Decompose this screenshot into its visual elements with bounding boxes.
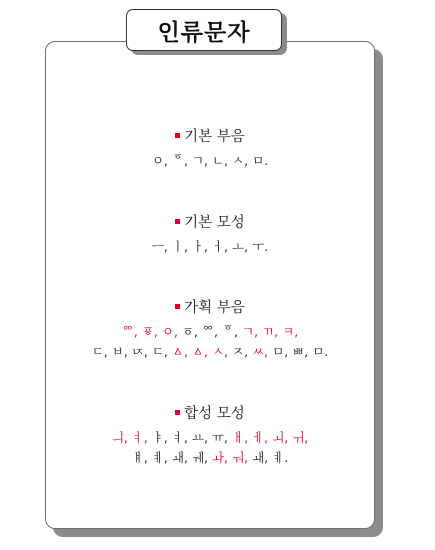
char-item: ㅜ. xyxy=(252,239,269,254)
char-item: ㅐ, xyxy=(232,430,249,445)
title-box xyxy=(126,9,282,51)
char-line xyxy=(45,322,375,342)
char-item: ㄱ, xyxy=(191,153,208,168)
char-item: ᅙ, xyxy=(222,324,239,339)
section-header xyxy=(45,402,375,423)
section-heading: 기본 부음 xyxy=(184,129,245,145)
section-header xyxy=(45,125,375,146)
char-item: ㄴ, xyxy=(211,153,229,168)
char-item: ㅣ, xyxy=(171,239,188,254)
char-item: ㅋ, xyxy=(282,324,299,339)
char-item: ㅅ, xyxy=(232,153,249,168)
char-item: ᅇ, xyxy=(201,324,219,339)
char-item: ㅆ, xyxy=(252,344,269,359)
section-heading: 가획 부음 xyxy=(184,300,245,316)
char-item: ㆄ, xyxy=(141,324,158,339)
char-item: ㅡ, xyxy=(151,239,168,254)
section-added-stroke-consonants xyxy=(45,296,375,362)
bullet-icon xyxy=(175,304,180,309)
char-item: ㅗ, xyxy=(232,239,249,254)
char-item: ㄱ, xyxy=(242,324,259,339)
char-item: ㅕ, xyxy=(131,430,148,445)
char-item: ㅁ. xyxy=(252,153,269,168)
section-basic-vowels xyxy=(45,211,375,257)
section-basic-consonants xyxy=(45,125,375,171)
char-item: ㄷ, xyxy=(91,344,108,359)
page-title: 인류문자 xyxy=(157,19,251,46)
char-item: ㅙ, xyxy=(171,450,188,465)
char-item: ㅕ, xyxy=(171,430,188,445)
char-item: ㅛ, xyxy=(191,430,208,445)
char-item: ㅞ, xyxy=(191,450,208,465)
char-item: ㅘ, xyxy=(211,450,229,465)
char-item: ㅇ, xyxy=(161,324,178,339)
char-item: ㅠ, xyxy=(211,430,229,445)
section-heading: 기본 모성 xyxy=(184,215,245,231)
char-item: ㅁ, xyxy=(272,344,289,359)
char-line xyxy=(45,237,375,257)
char-line xyxy=(45,151,375,171)
bullet-icon xyxy=(175,410,180,415)
section-header xyxy=(45,211,375,232)
section-heading: 합성 모성 xyxy=(184,406,245,422)
char-item: ㅁ. xyxy=(312,344,329,359)
char-item: ㄵ, xyxy=(131,344,148,359)
char-item: ㅒ, xyxy=(131,450,148,465)
char-line xyxy=(45,448,375,468)
char-item: ㅿ, xyxy=(191,344,208,359)
char-item: ㅚ, xyxy=(272,430,289,445)
char-item: ㅔ, xyxy=(252,430,269,445)
char-item: ㅇ, xyxy=(151,153,168,168)
char-item: ㅑ, xyxy=(151,430,168,445)
char-item: ㅝ, xyxy=(232,450,249,465)
char-item: ㅏ, xyxy=(191,239,208,254)
char-item: ㅈ, xyxy=(232,344,249,359)
section-header xyxy=(45,296,375,317)
bullet-icon xyxy=(175,219,180,224)
char-line xyxy=(45,342,375,362)
char-item: ㅖ. xyxy=(272,450,289,465)
char-line xyxy=(45,428,375,448)
char-item: ㅂ, xyxy=(111,344,128,359)
char-item: ㅓ, xyxy=(211,239,229,254)
char-item: ㄲ, xyxy=(262,324,279,339)
char-item: ㅖ, xyxy=(151,450,168,465)
char-item: ᅙ, xyxy=(171,153,188,168)
char-item: ㅿ, xyxy=(171,344,188,359)
section-compound-vowels xyxy=(45,402,375,468)
char-item: ㅃ, xyxy=(292,344,309,359)
char-item: ㅅ, xyxy=(211,344,229,359)
char-item: ㅟ, xyxy=(292,430,309,445)
char-item: ᅇ, xyxy=(121,324,138,339)
char-item: ㅢ, xyxy=(111,430,128,445)
bullet-icon xyxy=(175,133,180,138)
char-item: ㆆ, xyxy=(181,324,198,339)
char-item: ㄷ, xyxy=(151,344,168,359)
char-item: ㅙ, xyxy=(252,450,269,465)
